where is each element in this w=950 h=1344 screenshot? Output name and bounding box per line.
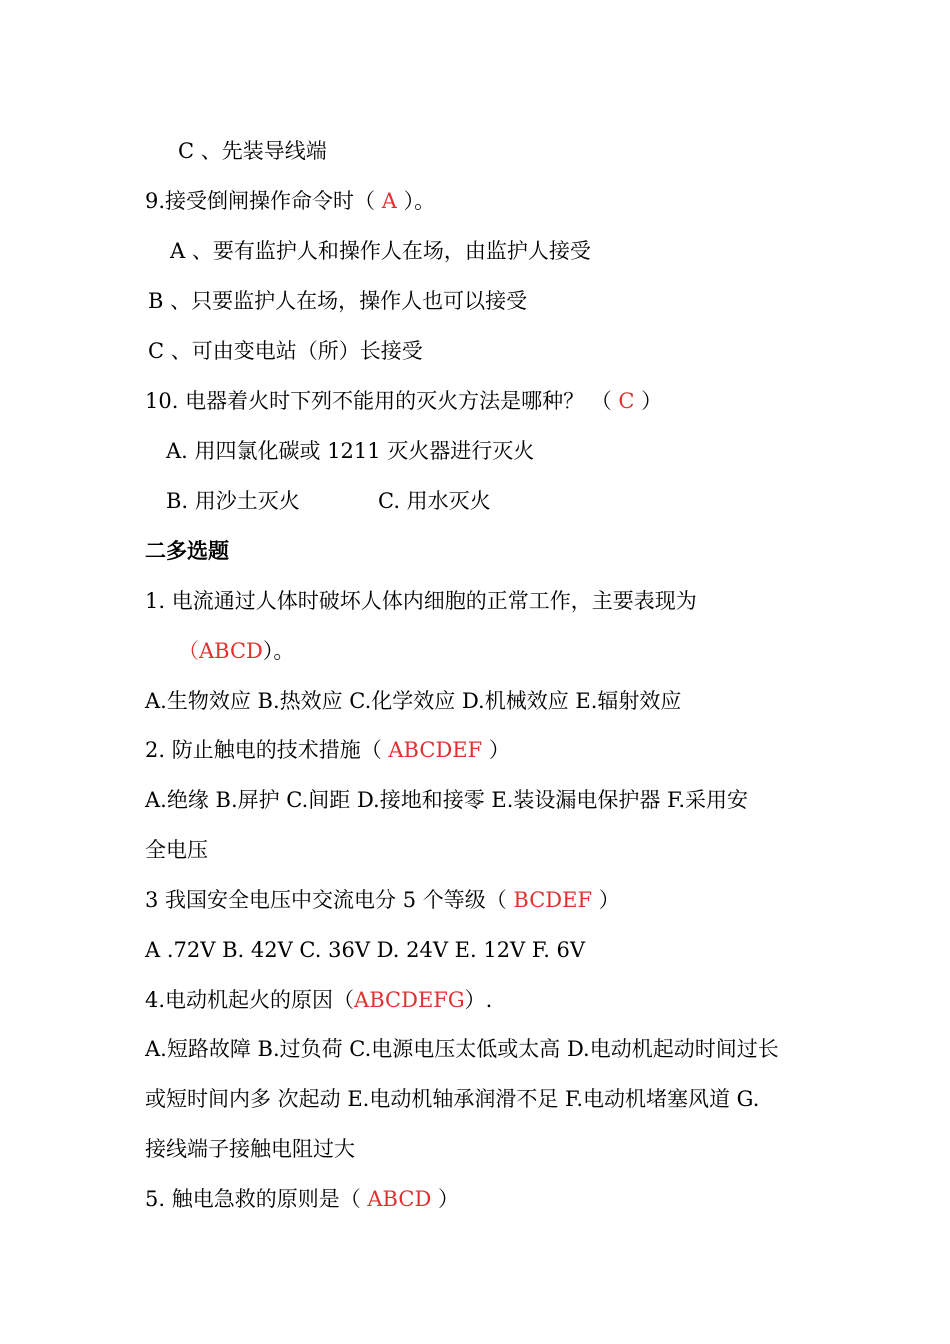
- m1-answer: ABCD: [199, 639, 263, 663]
- m4-stem-text: 4.电动机起火的原因（: [145, 988, 355, 1012]
- q9-answer: A: [381, 189, 397, 213]
- m5-answer: ABCD: [367, 1187, 432, 1211]
- m1-answer-open: （: [178, 639, 199, 663]
- m3-stem-end: ）: [592, 888, 620, 912]
- m2-options-line2: 全电压: [145, 838, 208, 862]
- m1-answer-line: [178, 636, 294, 666]
- m1-options: A.生物效应 B.热效应 C.化学效应 D.机械效应 E.辐射效应: [145, 689, 682, 713]
- m3-stem-text: 3 我国安全电压中交流电分 5 个等级（: [145, 888, 514, 912]
- q10-option-b: B. 用沙土灭火: [166, 489, 300, 513]
- m4-answer: ABCDEFG: [354, 988, 465, 1012]
- m3-options: A .72V B. 42V C. 36V D. 24V E. 12V F. 6V: [145, 938, 586, 962]
- m1-answer-close: ）。: [262, 639, 295, 663]
- m2-stem-end: ）: [482, 738, 510, 762]
- m3-answer: BCDEF: [513, 888, 593, 912]
- m4-stem-end: ）.: [464, 988, 493, 1012]
- m2-options-line1: A.绝缘 B.屏护 C.间距 D.接地和接零 E.装设漏电保护器 F.采用安: [145, 788, 749, 812]
- q10-option-c: C. 用水灭火: [378, 489, 491, 513]
- q10-answer: C: [618, 389, 635, 413]
- q10-option-a: A. 用四氯化碳或 1211 灭火器进行灭火: [166, 439, 535, 463]
- m2-stem-text: 2. 防止触电的技术措施（: [145, 738, 389, 762]
- m5-stem-end: ）: [431, 1187, 459, 1211]
- m1-stem: 1. 电流通过人体时破坏人体内细胞的正常工作，主要表现为: [145, 589, 697, 613]
- m4-stem: [145, 985, 492, 1015]
- q9-stem-text: 9.接受倒闸操作命令时（: [145, 189, 382, 213]
- q10-stem-text: 10. 电器着火时下列不能用的灭火方法是哪种？ （: [145, 389, 619, 413]
- section-title: 二多选题: [145, 539, 229, 563]
- m4-options-line1: A.短路故障 B.过负荷 C.电源电压太低或太高 D.电动机起动时间过长: [145, 1037, 779, 1061]
- m5-stem-text: 5. 触电急救的原则是（: [145, 1187, 368, 1211]
- m5-stem: [145, 1184, 459, 1214]
- m3-stem: [145, 885, 620, 915]
- q9-stem: [145, 186, 435, 216]
- q10-stem-end: ）: [634, 389, 663, 413]
- q9-stem-end: ）。: [396, 189, 436, 213]
- q9-option-c: C 、可由变电站（所）长接受: [148, 339, 423, 363]
- q9-option-b: B 、只要监护人在场，操作人也可以接受: [148, 289, 528, 313]
- m4-options-line2: 或短时间内多 次起动 E.电动机轴承润滑不足 F.电动机堵塞风道 G.: [145, 1087, 760, 1111]
- m2-stem: [145, 735, 510, 765]
- q9-option-a: A 、要有监护人和操作人在场，由监护人接受: [170, 239, 591, 263]
- m4-options-line3: 接线端子接触电阻过大: [145, 1137, 355, 1161]
- m2-answer: ABCDEF: [388, 738, 483, 762]
- q8-option-c: C 、先装导线端: [178, 139, 327, 163]
- q10-stem: [145, 386, 662, 416]
